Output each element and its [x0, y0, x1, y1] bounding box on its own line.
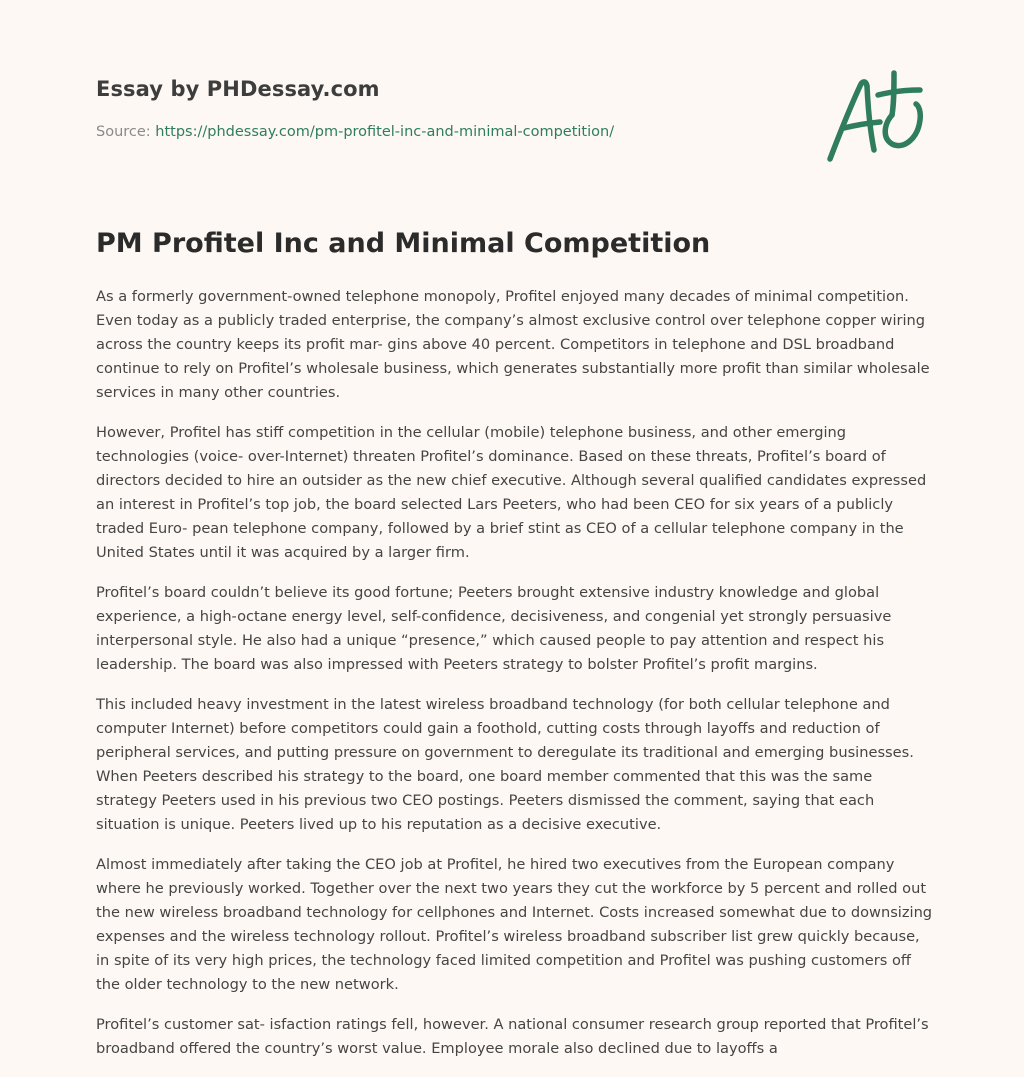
source-line [96, 124, 614, 140]
essay-body [96, 285, 936, 1077]
essay-paragraph: This included heavy investment in the latest wireless broadband technology (for both cellular telephone and computer Internet) before competitors could gain a foothold, cutting costs through layoffs and reduction of peripheral services, and putting pressure on government to deregulate its traditional and emerging businesses. When Peeters described his strategy to the board, one board member commented that this was the same strategy Peeters used in his previous two CEO postings. Peeters dismissed the comment, saying that each situation is unique. Peeters lived up to his reputation as a decisive executive. [96, 696, 914, 833]
essay-paragraph: Almost immediately after taking the CEO job at Profitel, he hired two executives from the European company where he previously worked. Together over the next two years they cut the workforce by 5 percent and rolled out the new wireless broadband technology for cellphones and Internet. Costs increased somewhat due to downsizing expenses and the wireless technology rollout. Profitel’s wireless broadband subscriber list grew quickly because, in spite of its very high prices, the technology faced limited competition and Profitel was pushing customers off the older technology to the new network. [96, 856, 933, 993]
essay-paragraph: Profitel’s board couldn’t believe its good fortune; Peeters brought extensive industry knowledge and global experience, a high-octane energy level, self-confidence, decisiveness, and congenial yet strongly persuasive interpersonal style. He also had a unique “presence,” which caused people to pay attention and respect his leadership. The board was also impressed with Peeters strategy to bolster Profitel’s profit margins. [96, 584, 892, 673]
essay-paragraph: Profitel’s customer sat- isfaction ratings fell, however. A national consumer research group reported that Profitel’s broadband offered the country’s worst value. Employee morale also declined due to layoffs a [96, 1016, 929, 1057]
source-label: Source: [96, 124, 151, 140]
site-title: Essay by PHDessay.com [96, 77, 380, 101]
essay-paragraph: As a formerly government-owned telephone monopoly, Profitel enjoyed many decades of minimal competition. Even today as a publicly traded enterprise, the company’s almost exclusive control over telephone copper wiring across the country keeps its profit mar- gins above 40 percent. Competitors in telephone and DSL broadband continue to rely on Profitel’s wholesale business, which generates substantially more profit than similar wholesale services in many other countries. [96, 288, 930, 401]
source-link[interactable]: https://phdessay.com/pm-profitel-inc-and-minimal-competition/ [155, 124, 615, 140]
a-plus-grade-icon [822, 68, 928, 164]
essay-title: PM Profitel Inc and Minimal Competition [96, 228, 711, 259]
essay-paragraph: However, Profitel has stiff competition in the cellular (mobile) telephone business, and other emerging technologies (voice- over-Internet) threaten Profitel’s dominance. Based on these threats, Profitel’s board of directors decided to hire an outsider as the new chief executive. Although several qualified candidates expressed an interest in Profitel’s top job, the board selected Lars Peeters, who had been CEO for six years of a publicly traded Euro- pean telephone company, followed by a brief stint as CEO of a cellular telephone company in the United States until it was acquired by a larger firm. [96, 424, 927, 561]
